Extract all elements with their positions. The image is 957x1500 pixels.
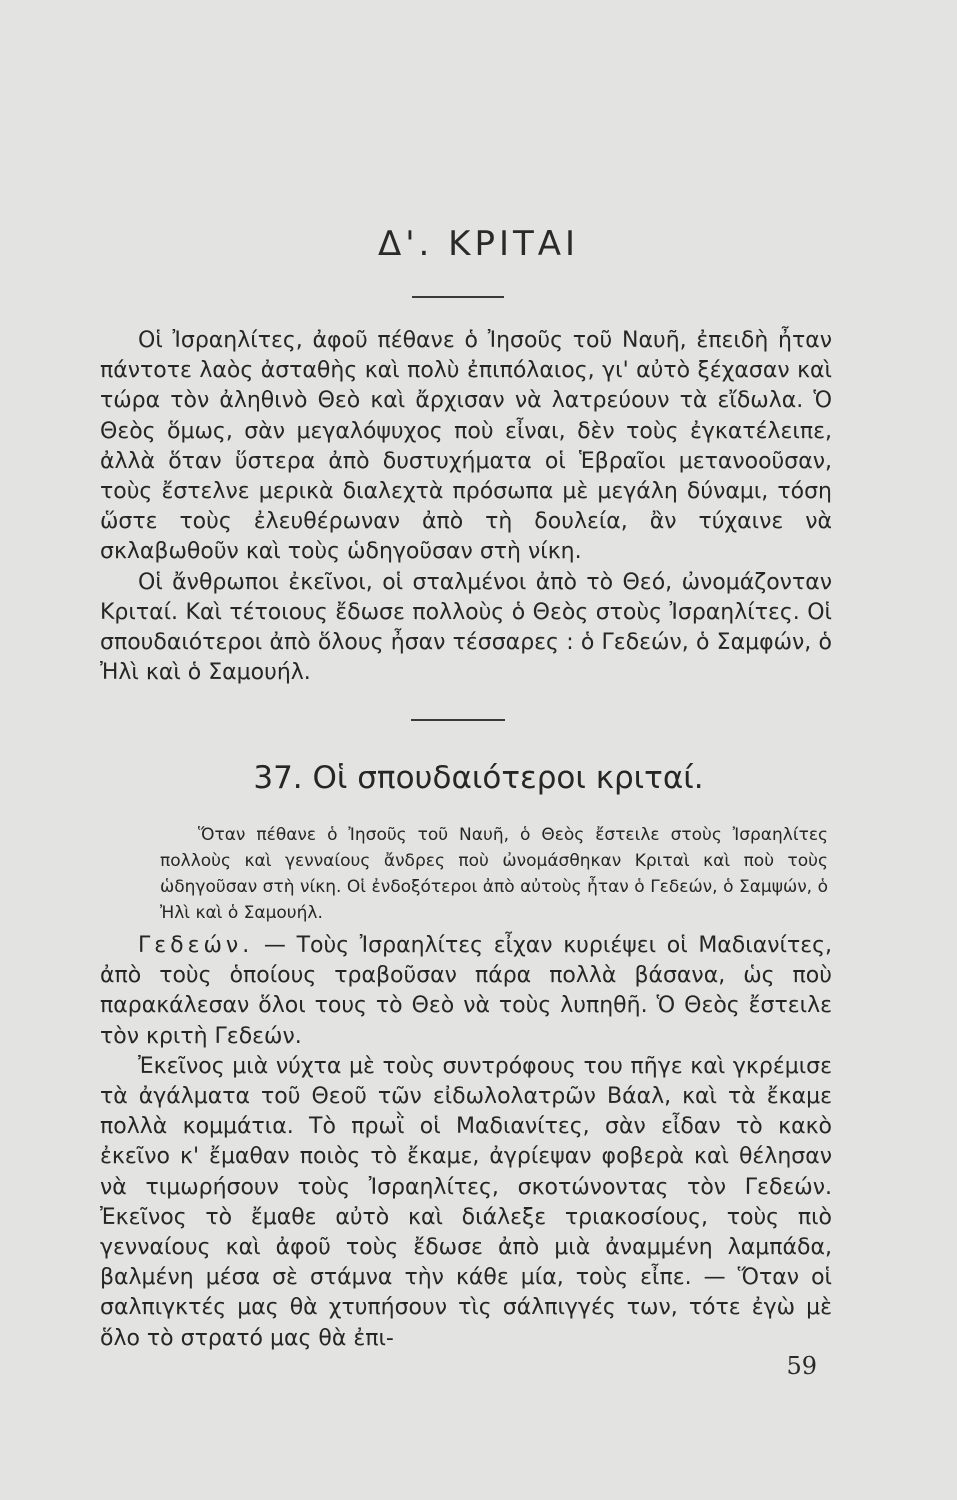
section-summary (160, 822, 828, 926)
page-number: 59 (786, 1352, 817, 1380)
body-paragraph-1 (100, 931, 832, 1052)
lead-name: Γεδεών. (138, 933, 254, 958)
title-divider (412, 296, 504, 298)
section-divider (411, 719, 505, 721)
body-paragraph-2: Ἐκεῖνος μιὰ νύχτα μὲ τοὺς συντρόφους του πῆγε καὶ γκρέμισε τὰ ἀγάλματα τοῦ Θεοῦ τῶν εἰδωλολατρῶν Βάαλ, καὶ τὰ ἔκαμε πολλὰ κομμάτια. Τὸ πρωῒ οἱ Μαδιανίτες, σὰν εἶδαν τὸ κακὸ ἐκεῖνο κ' ἔμαθαν ποιὸς τὸ ἔκαμε, ἀγρίεψαν φοβερὰ καὶ θέλησαν νὰ τιμωρήσουν τοὺς Ἰσραηλίτες, σκοτώνοντας τὸν Γεδεών. Ἐκεῖνος τὸ ἔμαθε αὐτὸ καὶ διάλεξε τριακοσίους, τοὺς πιὸ γενναίους καὶ ἀφοῦ τοὺς ἔδωσε ἀπὸ μιὰ ἀναμμένη λαμπάδα, βαλμένη μέσα σὲ στάμνα τὴν κάθε μία, τοὺς εἶπε. — Ὅταν οἱ σαλπιγκτές μας θὰ χτυπήσουν τὶς σάλπιγγές των, τότε ἐγὼ μὲ ὅλο τὸ στρατό μας θὰ ἐπι- (100, 1053, 832, 1351)
summary-paragraph: Ὅταν πέθανε ὁ Ἰησοῦς τοῦ Ναυῆ, ὁ Θεὸς ἔστειλε στοὺς Ἰσραηλίτες πολλοὺς καὶ γενναίους ἄνδρες ποὺ ὠνομάσθηκαν Κριταὶ καὶ ποὺ τοὺς ὡδηγοῦσαν στὴ νίκη. Οἱ ἐνδοξότεροι ἀπὸ αὐτοὺς ἦταν ὁ Γεδεών, ὁ Σαμψών, ὁ Ἠλὶ καὶ ὁ Σαμουήλ. (160, 825, 828, 923)
section-body (100, 931, 832, 1354)
section-heading: 37. Οἱ σπουδαιότεροι κριταί. (253, 760, 704, 796)
intro-paragraph-2: Οἱ ἄνθρωποι ἐκεῖνοι, οἱ σταλμένοι ἀπὸ τὸ Θεό, ὠνομάζονταν Κριταί. Καὶ τέτοιους ἔδωσε πολλοὺς ὁ Θεὸς στοὺς Ἰσραηλίτες. Οἱ σπουδαιότεροι ἀπὸ ὅλους ἦσαν τέσσαρες : ὁ Γεδεών, ὁ Σαμφών, ὁ Ἠλὶ καὶ ὁ Σαμουήλ. (100, 569, 832, 686)
chapter-intro (100, 326, 832, 688)
intro-paragraph-1: Οἱ Ἰσραηλίτες, ἀφοῦ πέθανε ὁ Ἰησοῦς τοῦ Ναυῆ, ἐπειδὴ ἦταν πάντοτε λαὸς ἀσταθὴς καὶ πολὺ ἐπιπόλαιος, γι' αὐτὸ ξέχασαν καὶ τώρα τὸν ἀληθινὸ Θεὸ καὶ ἄρχισαν νὰ λατρεύουν τὰ εἴδωλα. Ὁ Θεὸς ὅμως, σὰν μεγαλόψυχος ποὺ εἶναι, δὲν τοὺς ἐγκατέλειπε, ἀλλὰ ὅταν ὕστερα ἀπὸ δυστυχήματα οἱ Ἑβραῖοι μετανοοῦσαν, τοὺς ἔστελνε μερικὰ διαλεχτὰ πρόσωπα μὲ μεγάλη δύναμι, τόση ὥστε τοὺς ἐλευθέρωναν ἀπὸ τὴ δουλεία, ἂν τύχαινε νὰ σκλαβωθοῦν καὶ τοὺς ὡδηγοῦσαν στὴ νίκη. (100, 328, 832, 565)
chapter-title: Δ'. ΚΡΙΤΑΙ (377, 224, 580, 264)
body-paragraph-1-text: — Τοὺς Ἰσραηλίτες εἶχαν κυριέψει οἱ Μαδιανίτες, ἀπὸ τοὺς ὁποίους τραβοῦσαν πάρα πολλὰ βάσανα, ὡς ποὺ παρακάλεσαν ὅλοι τους τὸ Θεὸ νὰ τοὺς λυπηθῆ. Ὁ Θεὸς ἔστειλε τὸν κριτὴ Γεδεών. (100, 933, 832, 1049)
